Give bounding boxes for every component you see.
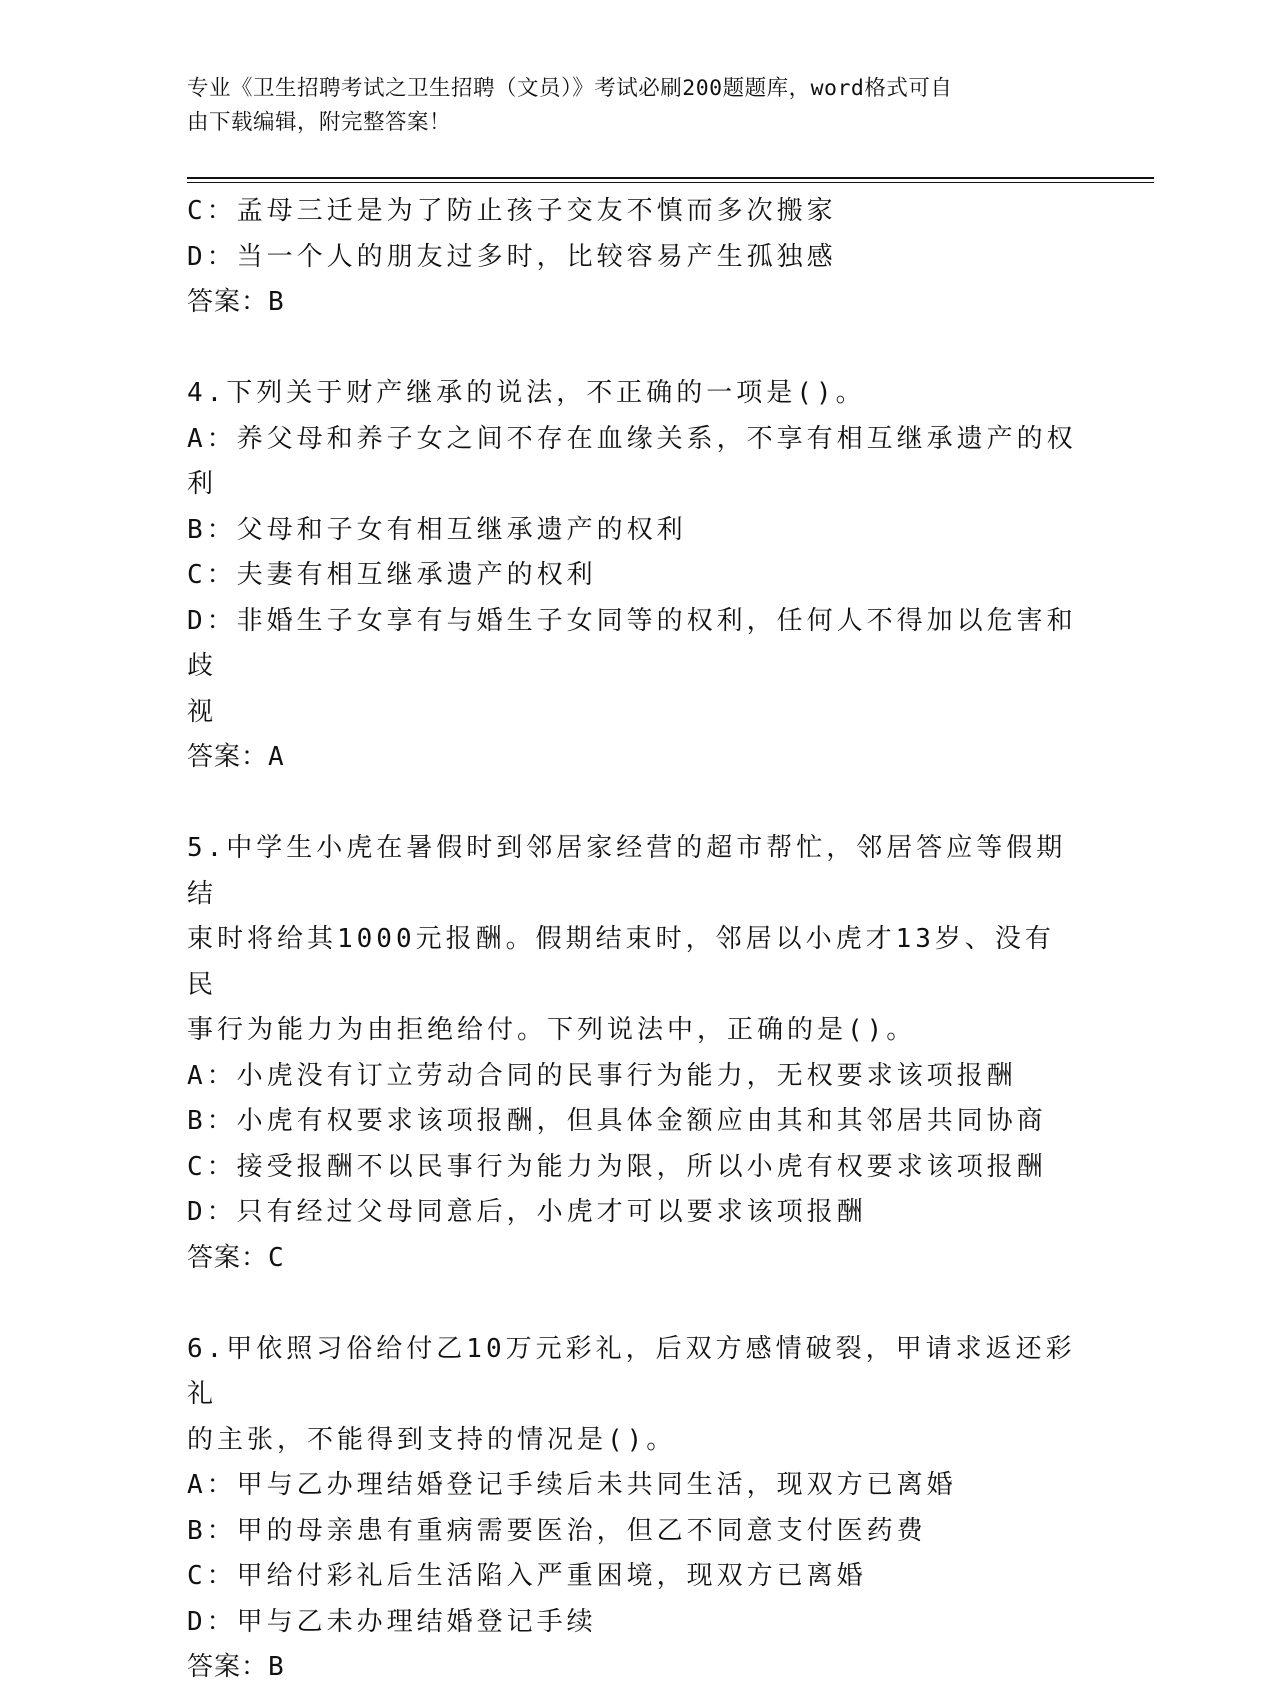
q5-stem-line-1: 5.中学生小虎在暑假时到邻居家经营的超市帮忙，邻居答应等假期结 (187, 833, 1067, 909)
q5-stem-line-2: 束时将给其1000元报酬。假期结束时，邻居以小虎才13岁、没有民 (187, 924, 1055, 1000)
question-5 (187, 826, 1077, 1281)
q5-stem-line-3: 事行为能力为由拒绝给付。下列说法中，正确的是()。 (187, 1015, 917, 1045)
document-body (187, 189, 1077, 1691)
q5-option-b: B：小虎有权要求该项报酬，但具体金额应由其和其邻居共同协商 (187, 1106, 1047, 1136)
q6-option-d: D：甲与乙未办理结婚登记手续 (187, 1606, 597, 1637)
question-6 (187, 1327, 1077, 1691)
header-rule-thick (187, 177, 1154, 179)
q4-option-d-line-2: 视 (187, 696, 218, 727)
q3-answer: 答案：B (187, 287, 285, 317)
q5-answer: 答案：C (187, 1242, 285, 1273)
q5-option-d: D：只有经过父母同意后，小虎才可以要求该项报酬 (187, 1197, 867, 1227)
q6-answer: 答案：B (187, 1652, 285, 1682)
q4-answer: 答案：A (187, 742, 285, 772)
spacer (187, 781, 1077, 827)
q4-option-d-line-1: D：非婚生子女享有与婚生子女同等的权利，任何人不得加以危害和歧 (187, 605, 1077, 681)
q4-option-c: C：夫妻有相互继承遗产的权利 (187, 560, 597, 590)
q5-option-c: C：接受报酬不以民事行为能力为限，所以小虎有权要求该项报酬 (187, 1151, 1047, 1182)
q6-stem-line-2: 的主张，不能得到支持的情况是()。 (187, 1424, 677, 1455)
q6-stem-line-1: 6.甲依照习俗给付乙10万元彩礼，后双方感情破裂，甲请求返还彩礼 (187, 1333, 1076, 1409)
spacer (187, 1281, 1077, 1327)
q4-option-a: A：养父母和养子女之间不存在血缘关系，不享有相互继承遗产的权利 (187, 423, 1077, 499)
q3-option-c: C：孟母三迁是为了防止孩子交友不慎而多次搬家 (187, 196, 837, 226)
spacer (187, 326, 1077, 372)
header-rule-thin (187, 182, 1154, 183)
q3-option-d: D：当一个人的朋友过多时，比较容易产生孤独感 (187, 241, 837, 272)
q5-option-a: A：小虎没有订立劳动合同的民事行为能力，无权要求该项报酬 (187, 1060, 1017, 1091)
header-line-1: 专业《卫生招聘考试之卫生招聘（文员）》考试必刷200题题库，word格式可自 (187, 76, 953, 101)
header-line-2: 由下载编辑，附完整答案！ (187, 110, 452, 135)
question-3-tail (187, 189, 1077, 326)
question-4 (187, 371, 1077, 781)
q4-stem: 4.下列关于财产继承的说法，不正确的一项是()。 (187, 378, 866, 408)
q6-option-c: C：甲给付彩礼后生活陷入严重困境，现双方已离婚 (187, 1561, 867, 1591)
q6-option-b: B：甲的母亲患有重病需要医治，但乙不同意支付医药费 (187, 1515, 927, 1546)
q6-option-a: A：甲与乙办理结婚登记手续后未共同生活，现双方已离婚 (187, 1470, 957, 1500)
q4-option-b: B：父母和子女有相互继承遗产的权利 (187, 514, 687, 545)
document-header (187, 72, 1067, 140)
